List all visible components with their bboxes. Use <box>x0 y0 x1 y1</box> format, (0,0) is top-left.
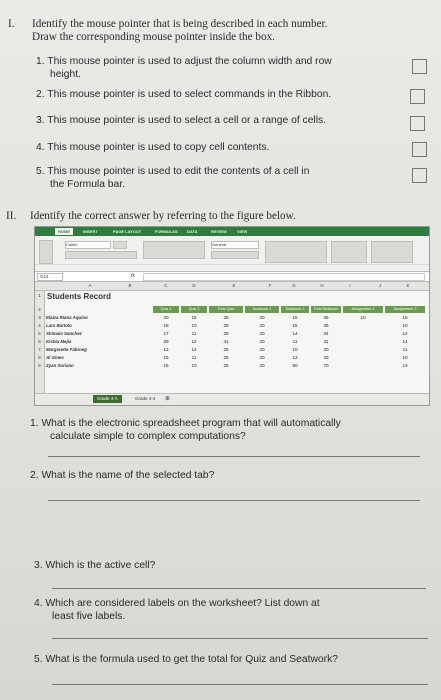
formula-input[interactable] <box>143 273 425 281</box>
tab-view[interactable]: VIEW <box>237 229 248 234</box>
score-cell[interactable]: 29 <box>163 339 169 344</box>
score-cell[interactable]: 33 <box>323 355 329 360</box>
score-cell[interactable]: 10 <box>360 315 366 320</box>
col-f[interactable]: F <box>268 283 272 288</box>
col-a[interactable]: A <box>88 283 92 288</box>
row-4[interactable]: 4 <box>38 323 41 328</box>
score-cell[interactable]: 35 <box>323 315 329 320</box>
section-1-numeral: I. <box>8 18 15 30</box>
row-7[interactable]: 7 <box>38 347 41 352</box>
score-cell[interactable]: 13 <box>402 363 408 368</box>
col-e[interactable]: E <box>232 283 236 288</box>
score-cell[interactable]: 35 <box>223 315 229 320</box>
score-cell[interactable]: 20 <box>259 315 265 320</box>
question-4 <box>34 598 438 623</box>
col-i[interactable]: I <box>349 283 351 288</box>
score-cell[interactable]: 14 <box>402 339 408 344</box>
font-name: Calibri <box>66 242 78 247</box>
score-cell[interactable]: 50 <box>292 363 298 368</box>
question-5 <box>34 654 438 667</box>
score-cell[interactable]: 13 <box>292 355 298 360</box>
student-name[interactable]: Kishia Mejia <box>46 339 72 344</box>
section-1-instruction-line1: Identify the mouse pointer that is being described in each number. <box>32 18 328 30</box>
score-cell[interactable]: 26 <box>223 355 229 360</box>
score-cell[interactable]: 20 <box>259 331 265 336</box>
col-h[interactable]: H <box>320 283 324 288</box>
question-number: 4. <box>34 598 43 609</box>
tab-page-layout[interactable]: PAGE LAYOUT <box>113 229 142 234</box>
student-name[interactable]: Al Gines <box>46 355 64 360</box>
font-box[interactable] <box>65 241 111 249</box>
score-cell[interactable]: 20 <box>163 315 169 320</box>
row-5[interactable]: 5 <box>38 331 41 336</box>
header-total-seatwork: Total Seatwork <box>311 306 341 313</box>
item-1 <box>36 56 406 81</box>
question-text: Which is the active cell? <box>45 560 156 571</box>
score-cell[interactable]: 20 <box>259 339 265 344</box>
score-cell[interactable]: 17 <box>163 331 169 336</box>
score-cell[interactable]: 12 <box>402 331 408 336</box>
tab-review[interactable]: REVIEW <box>211 229 227 234</box>
score-cell[interactable]: 14 <box>191 347 197 352</box>
item-number: 1. <box>36 56 45 67</box>
header-total-quiz: Total Quiz <box>209 306 243 313</box>
score-cell[interactable]: 26 <box>223 363 229 368</box>
question-number: 1. <box>30 418 39 429</box>
item-text: This mouse pointer is used to adjust the column width and row <box>47 56 332 67</box>
item-5 <box>36 166 406 191</box>
student-name[interactable]: Shimaia Sanchez <box>46 331 82 336</box>
formula-bar <box>35 272 429 282</box>
question-3 <box>34 560 438 573</box>
section-1-instruction-line2: Draw the corresponding mouse pointer inside the box. <box>32 31 275 43</box>
sheet-tabs-bar <box>35 393 429 405</box>
score-cell[interactable]: 28 <box>223 331 229 336</box>
section-1-instruction <box>32 18 437 44</box>
tab-insert[interactable]: INSERT <box>83 229 98 234</box>
col-k[interactable]: K <box>406 283 410 288</box>
row-9[interactable]: 9 <box>38 363 41 368</box>
fx-icon: fx <box>131 273 135 279</box>
col-j[interactable]: J <box>378 283 382 288</box>
score-cell[interactable]: 10 <box>292 347 298 352</box>
item-number: 4. <box>36 142 45 153</box>
score-cell[interactable]: 16 <box>163 363 169 368</box>
number-format: General <box>212 242 227 247</box>
row-1[interactable]: 1 <box>38 293 41 298</box>
number-format-box[interactable] <box>211 241 259 249</box>
question-number: 5. <box>34 654 43 665</box>
item-text: This mouse pointer is used to edit the contents of a cell in <box>47 166 310 177</box>
score-cell[interactable]: 10 <box>402 355 408 360</box>
score-cell[interactable]: 41 <box>223 339 229 344</box>
student-name[interactable]: Zyan Soriano <box>46 363 74 368</box>
ribbon-group-labels <box>35 264 429 270</box>
item-number: 5. <box>36 166 45 177</box>
question-text: What is the formula used to get the total for Quiz and Seatwork? <box>45 654 338 665</box>
answer-line-5[interactable] <box>52 684 428 685</box>
row-3[interactable]: 3 <box>38 315 41 320</box>
score-cell[interactable]: 12 <box>191 339 197 344</box>
answer-line-2[interactable] <box>48 500 420 501</box>
header-assignment-2: Assignment 2 <box>385 306 425 313</box>
student-name[interactable]: Margarette Fabroeg <box>46 347 87 352</box>
score-cell[interactable]: 10 <box>191 363 197 368</box>
paste-button[interactable] <box>39 240 53 264</box>
col-g[interactable]: G <box>292 283 296 288</box>
tab-formulas[interactable]: FORMULAS <box>155 229 178 234</box>
name-box[interactable]: G14 <box>37 273 63 281</box>
score-cell[interactable]: 12 <box>163 347 169 352</box>
score-cell[interactable]: 35 <box>323 323 329 328</box>
sheet-tab-grade-4a[interactable]: Grade 4-A <box>93 395 122 403</box>
sheet-title: Students Record <box>47 292 112 301</box>
section-2-instruction: Identify the correct answer by referring to the figure below. <box>30 210 296 222</box>
question-number: 3. <box>34 560 43 571</box>
score-cell[interactable]: 11 <box>191 355 197 360</box>
score-cell[interactable]: 15 <box>292 323 298 328</box>
answer-box-1[interactable] <box>412 59 427 74</box>
score-cell[interactable]: 15 <box>191 315 197 320</box>
score-cell[interactable]: 11 <box>191 331 197 336</box>
ribbon <box>35 227 429 272</box>
student-name[interactable]: Elaiza Riana Aquino <box>46 315 88 320</box>
sheet-tab-grade-44[interactable]: Grade 4-4 <box>135 396 156 401</box>
header-quiz-2: Quiz 2 <box>181 306 207 313</box>
tab-data[interactable]: DATA <box>187 229 198 234</box>
add-sheet-icon[interactable]: ⊕ <box>165 396 171 402</box>
item-text: This mouse pointer is used to copy cell contents. <box>47 142 270 153</box>
item-text: This mouse pointer is used to select commands in the Ribbon. <box>47 89 332 100</box>
cells-group[interactable] <box>331 241 367 263</box>
score-cell[interactable]: 26 <box>223 347 229 352</box>
question-text-cont: calculate simple to complex computations? <box>50 430 246 442</box>
col-c[interactable]: C <box>164 283 168 288</box>
score-cell[interactable]: 15 <box>163 355 169 360</box>
item-3 <box>36 115 406 128</box>
question-text: What is the name of the selected tab? <box>41 470 215 481</box>
score-cell[interactable]: 20 <box>259 355 265 360</box>
question-text: Which are considered labels on the worksheet? List down at <box>45 598 320 609</box>
question-text-cont: least five labels. <box>52 610 126 622</box>
section-2-numeral: II. <box>6 210 17 222</box>
item-text-cont: height. <box>50 68 81 80</box>
header-assignment-1: Assignment 1 <box>343 306 383 313</box>
item-number: 2. <box>36 89 45 100</box>
header-quiz-1: Quiz 1 <box>153 306 179 313</box>
header-seatwork-1: Seatwork 1 <box>245 306 279 313</box>
font-size-box[interactable] <box>113 241 127 249</box>
question-2 <box>30 470 438 483</box>
row-2[interactable]: 2 <box>38 307 41 312</box>
answer-box-3[interactable] <box>410 116 425 131</box>
question-text: What is the electronic spreadsheet program that will automatically <box>41 418 341 429</box>
font-format-row[interactable] <box>65 251 137 259</box>
score-cell[interactable]: 11 <box>402 347 408 352</box>
answer-box-5[interactable] <box>412 168 427 183</box>
styles-group[interactable] <box>265 241 327 263</box>
score-cell[interactable]: 15 <box>292 315 298 320</box>
row-6[interactable]: 6 <box>38 339 41 344</box>
item-4 <box>36 142 406 155</box>
item-number: 3. <box>36 115 45 126</box>
score-cell[interactable]: 15 <box>402 315 408 320</box>
col-d[interactable]: D <box>192 283 196 288</box>
number-group[interactable] <box>211 251 259 259</box>
student-name[interactable]: Lara Bartolo <box>46 323 72 328</box>
score-cell[interactable]: 28 <box>223 323 229 328</box>
header-seatwork-2: Seatwork 2 <box>281 306 309 313</box>
score-cell[interactable]: 18 <box>163 323 169 328</box>
score-cell[interactable]: 70 <box>323 363 329 368</box>
item-text: This mouse pointer is used to select a cell or a range of cells. <box>47 115 327 126</box>
tab-home[interactable]: HOME <box>55 228 73 235</box>
column-headers <box>35 282 429 291</box>
answer-box-2[interactable] <box>410 89 425 104</box>
answer-line-4[interactable] <box>52 638 428 639</box>
ribbon-tab-bar <box>35 227 429 236</box>
score-cell[interactable]: 34 <box>323 331 329 336</box>
score-cell[interactable]: 10 <box>191 323 197 328</box>
score-cell[interactable]: 20 <box>259 363 265 368</box>
editing-group[interactable] <box>371 241 413 263</box>
question-1 <box>30 418 438 443</box>
score-cell[interactable]: 20 <box>259 323 265 328</box>
item-2 <box>36 89 406 102</box>
question-number: 2. <box>30 470 39 481</box>
answer-line-1[interactable] <box>48 456 420 457</box>
score-cell[interactable]: 11 <box>292 339 298 344</box>
score-cell[interactable]: 20 <box>259 347 265 352</box>
row-8[interactable]: 8 <box>38 355 41 360</box>
alignment-group[interactable] <box>143 241 205 259</box>
score-cell[interactable]: 10 <box>402 323 408 328</box>
item-text-cont: the Formula bar. <box>50 178 125 190</box>
score-cell[interactable]: 30 <box>323 347 329 352</box>
score-cell[interactable]: 14 <box>292 331 298 336</box>
spreadsheet-figure <box>34 226 430 406</box>
answer-box-4[interactable] <box>412 142 427 157</box>
answer-line-3[interactable] <box>52 588 426 589</box>
score-cell[interactable]: 31 <box>323 339 329 344</box>
col-b[interactable]: B <box>128 283 132 288</box>
